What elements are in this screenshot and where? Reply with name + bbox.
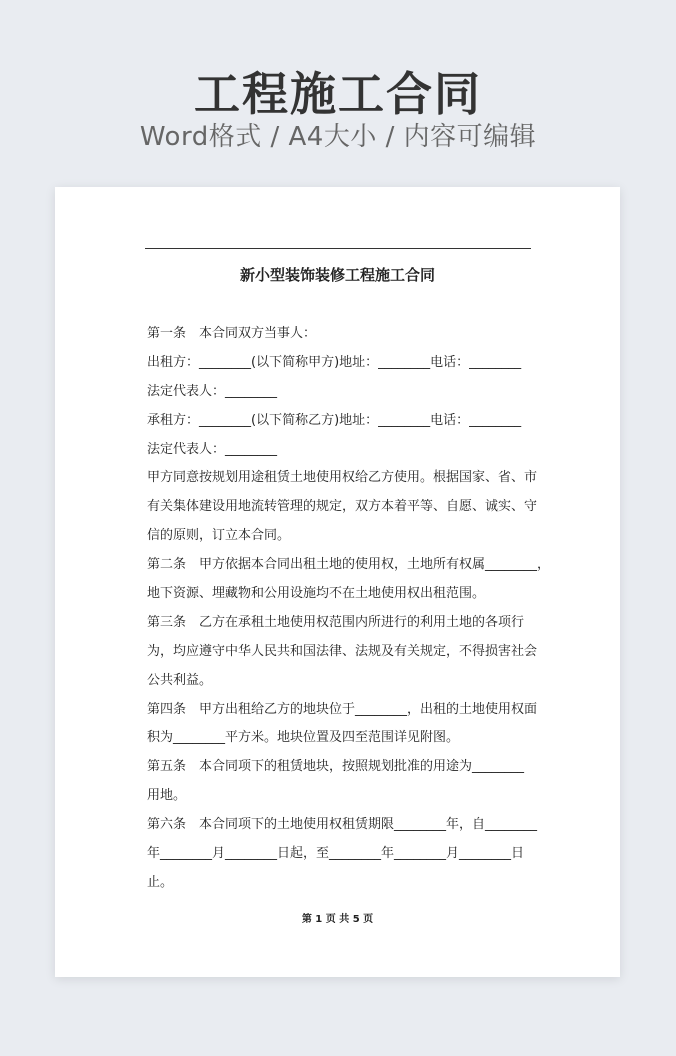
body-line: 第二条 甲方依据本合同出租土地的使用权，土地所有权属________， xyxy=(147,557,551,573)
body-line: 第六条 本合同项下的土地使用权租赁期限________年，自________ xyxy=(147,817,538,833)
body-line: 出租方：________(以下简称甲方)地址：________电话：________ xyxy=(147,354,522,370)
banner-title: 工程施工合同 xyxy=(194,67,482,121)
body-line: 止。 xyxy=(147,874,174,890)
header-rule xyxy=(145,248,531,249)
body-line: 第一条 本合同双方当事人： xyxy=(147,326,317,341)
body-line: 第三条 乙方在承租土地使用权范围内所进行的利用土地的各项行 xyxy=(147,614,525,630)
body-line: 有关集体建设用地流转管理的规定，双方本着平等、自愿、诚实、守 xyxy=(147,499,538,515)
body-line: 年________月________日起，至________年________月________日 xyxy=(147,846,525,862)
body-line: 第五条 本合同项下的租赁地块，按照规划批准的用途为________ xyxy=(147,759,525,775)
body-line: 第四条 甲方出租给乙方的地块位于________，出租的土地使用权面 xyxy=(147,701,538,717)
body-line: 公共利益。 xyxy=(147,672,213,688)
body-line: 用地。 xyxy=(147,788,187,804)
body-line: 地下资源、埋藏物和公用设施均不在土地使用权出租范围。 xyxy=(147,586,486,602)
body-line: 积为________平方米。地块位置及四至范围详见附图。 xyxy=(147,730,460,746)
body-line: 为，均应遵守中华人民共和国法律、法规及有关规定，不得损害社会 xyxy=(147,643,538,659)
body-line: 甲方同意按规划用途租赁土地使用权给乙方使用。根据国家、省、市 xyxy=(147,470,538,486)
body-line: 信的原则，订立本合同。 xyxy=(147,528,291,544)
page-number: 第 1 页 共 5 页 xyxy=(301,914,374,925)
body-line: 法定代表人：________ xyxy=(147,441,278,457)
body-line: 承租方：________(以下简称乙方)地址：________电话：________ xyxy=(147,412,522,428)
body-line: 法定代表人：________ xyxy=(147,383,278,399)
document-body xyxy=(147,320,551,898)
document-page xyxy=(55,187,620,977)
document-title: 新小型装饰装修工程施工合同 xyxy=(239,266,435,284)
banner-subtitle: Word格式 / A4大小 / 内容可编辑 xyxy=(139,122,537,152)
